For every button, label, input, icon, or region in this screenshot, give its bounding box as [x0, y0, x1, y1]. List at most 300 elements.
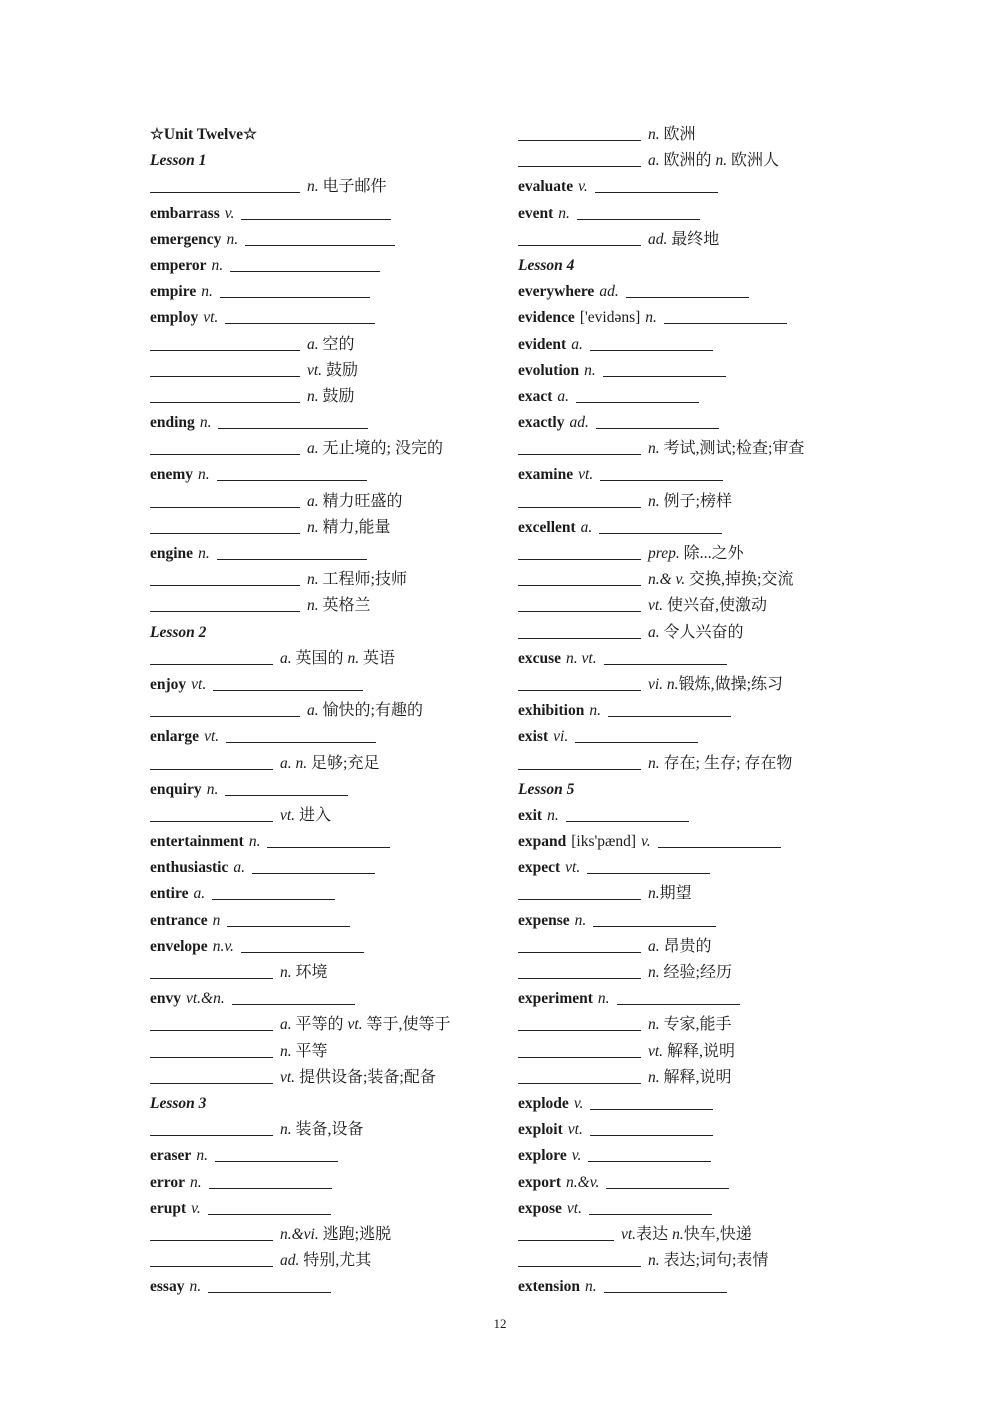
- vocab-word: enjoy: [150, 675, 187, 693]
- answer-blank: [267, 846, 390, 848]
- vocab-line: [518, 1170, 878, 1196]
- vocab-word: envelope: [150, 937, 208, 955]
- vocab-word: everywhere: [518, 283, 595, 301]
- vocab-word: exit: [518, 806, 543, 824]
- chinese-gloss: [307, 336, 355, 353]
- answer-blank: [606, 1187, 729, 1189]
- answer-blank: [617, 1003, 740, 1005]
- vocab-line: [150, 201, 510, 227]
- answer-blank: [658, 846, 781, 848]
- vocab-line: [150, 1039, 510, 1065]
- answer-blank: [603, 375, 726, 377]
- vocab-word: exist: [518, 728, 549, 746]
- answer-blank: [518, 584, 641, 586]
- answer-blank: [150, 453, 300, 455]
- vocab-line: [150, 227, 510, 253]
- part-of-speech: vt.: [307, 361, 326, 379]
- answer-blank: [150, 375, 300, 377]
- vocab-word: extension: [518, 1278, 580, 1296]
- part-of-speech: vt.: [578, 466, 594, 484]
- answer-blank: [245, 244, 395, 246]
- meaning-text: 经验;经历: [663, 964, 732, 981]
- part-of-speech: a.: [557, 387, 570, 405]
- answer-blank: [227, 925, 350, 927]
- answer-blank: [518, 506, 641, 508]
- answer-blank: [225, 322, 375, 324]
- vocab-line: [150, 646, 510, 672]
- part-of-speech: a.: [233, 859, 245, 877]
- vocab-line: [150, 698, 510, 724]
- meaning-text: 专家,能手: [663, 1016, 732, 1034]
- part-of-speech: a.: [280, 1016, 296, 1034]
- part-of-speech: n.: [189, 1278, 202, 1296]
- answer-blank: [150, 506, 300, 508]
- vocab-line: [518, 567, 878, 593]
- vocab-line: [150, 515, 510, 541]
- answer-blank: [518, 768, 641, 770]
- answer-blank: [518, 165, 641, 167]
- part-of-speech: vt.: [280, 1068, 299, 1086]
- part-of-speech: ad.: [599, 283, 619, 301]
- answer-blank: [150, 1056, 273, 1058]
- part-of-speech: prep.: [648, 545, 684, 562]
- vocab-word: emergency: [150, 230, 222, 248]
- chinese-gloss: [648, 1016, 732, 1033]
- meaning-text: 精力,能量: [322, 518, 391, 536]
- answer-blank: [518, 244, 641, 246]
- vocab-line: [518, 724, 878, 750]
- meaning-text: 平等的: [295, 1016, 348, 1034]
- vocab-word: exploit: [518, 1121, 563, 1139]
- answer-blank: [150, 768, 273, 770]
- part-of-speech: vt.: [648, 597, 667, 615]
- chinese-gloss: [280, 964, 328, 981]
- answer-blank: [599, 532, 722, 534]
- vocab-word: employ: [150, 309, 199, 327]
- part-of-speech: v.: [191, 1199, 201, 1217]
- meaning-text: 电子邮件: [322, 178, 387, 196]
- meaning-text: 等于,使等于: [366, 1016, 451, 1034]
- vocab-line: [518, 227, 878, 253]
- answer-blank: [587, 872, 710, 874]
- vocab-line: [518, 332, 878, 358]
- vocab-line: [518, 174, 878, 200]
- part-of-speech: n.&vi.: [280, 1225, 323, 1243]
- unit-title: ☆Unit Twelve☆: [150, 126, 257, 143]
- part-of-speech: n.: [307, 571, 323, 589]
- meaning-text: 表达;词句;表情: [663, 1252, 769, 1270]
- answer-blank: [518, 898, 641, 900]
- part-of-speech: n.: [190, 1173, 202, 1191]
- chinese-gloss: [648, 571, 794, 588]
- answer-blank: [604, 663, 727, 665]
- vocab-word: explode: [518, 1094, 569, 1112]
- part-of-speech: n.: [648, 126, 664, 143]
- vocab-line: [518, 541, 878, 567]
- part-of-speech: n.: [585, 1278, 597, 1296]
- chinese-gloss: [280, 650, 395, 667]
- vocab-word: eraser: [150, 1147, 192, 1165]
- vocab-line: [150, 567, 510, 593]
- part-of-speech: n.: [280, 964, 296, 981]
- answer-blank: [518, 951, 641, 953]
- answer-blank: [518, 689, 641, 691]
- chinese-gloss: [280, 1252, 371, 1269]
- vocab-line: [518, 1091, 878, 1117]
- chinese-gloss: [280, 807, 331, 824]
- part-of-speech: vt.: [566, 1199, 582, 1217]
- vocab-line: [150, 384, 510, 410]
- answer-blank: [595, 191, 718, 193]
- part-of-speech: n.: [198, 545, 210, 562]
- meaning-text: 无止境的; 没完的: [322, 440, 443, 458]
- meaning-text: 空的: [322, 335, 355, 353]
- part-of-speech: a.: [571, 335, 583, 353]
- vocab-word: experiment: [518, 990, 593, 1008]
- chinese-gloss: [280, 1043, 328, 1060]
- answer-blank: [150, 584, 300, 586]
- answer-blank: [575, 741, 698, 743]
- chinese-gloss: [307, 702, 423, 719]
- part-of-speech: n. vt.: [566, 649, 597, 667]
- chinese-gloss: [648, 676, 783, 693]
- vocab-line: [150, 1196, 510, 1222]
- vocab-line: [518, 279, 878, 305]
- answer-blank: [596, 427, 719, 429]
- lesson-heading: Lesson 2: [150, 623, 207, 641]
- chinese-gloss: [648, 126, 696, 143]
- vocab-word: error: [150, 1173, 185, 1191]
- chinese-gloss: [648, 755, 792, 772]
- chinese-gloss: [307, 493, 403, 510]
- part-of-speech: n.: [307, 518, 323, 536]
- answer-blank: [518, 558, 641, 560]
- vocab-line: [518, 986, 878, 1012]
- part-of-speech: n.: [547, 806, 559, 824]
- meaning-text: 环境: [295, 964, 328, 981]
- vocab-line: [518, 908, 878, 934]
- vocab-word: envy: [150, 990, 181, 1008]
- chinese-gloss: [621, 1226, 752, 1243]
- vocab-line: [150, 1065, 510, 1091]
- meaning-text: 特别,尤其: [303, 1252, 372, 1270]
- chinese-gloss: [648, 597, 767, 614]
- chinese-gloss: [280, 1121, 364, 1138]
- vocab-word: engine: [150, 545, 194, 562]
- answer-blank: [217, 479, 367, 481]
- answer-blank: [518, 1082, 641, 1084]
- answer-blank: [150, 715, 300, 717]
- answer-blank: [576, 401, 699, 403]
- part-of-speech: a.: [193, 885, 206, 903]
- answer-blank: [150, 1029, 273, 1031]
- part-of-speech: n.: [558, 204, 570, 222]
- meaning-text: 提供设备;装备;配备: [298, 1068, 436, 1086]
- meaning-text: 英格兰: [322, 597, 371, 615]
- vocab-line: [518, 305, 878, 331]
- meaning-text: 欧洲人: [731, 152, 780, 170]
- part-of-speech: vt.: [203, 309, 219, 327]
- part-of-speech: a.: [307, 702, 323, 720]
- part-of-speech: vi. n.: [648, 675, 679, 693]
- answer-blank: [150, 401, 300, 403]
- meaning-text: 工程师;技师: [322, 571, 407, 589]
- part-of-speech: a. n.: [280, 754, 311, 772]
- meaning-text: 考试,测试;检查;审查: [663, 440, 805, 458]
- meaning-text: 逃跑;逃脱: [322, 1225, 392, 1243]
- chinese-gloss: [648, 938, 712, 955]
- phonetic: ['evidəns]: [579, 309, 641, 327]
- answer-blank: [225, 794, 348, 796]
- meaning-text: 鼓励: [325, 361, 358, 379]
- part-of-speech: vt.: [280, 806, 299, 824]
- answer-blank: [593, 925, 716, 927]
- part-of-speech: v.: [641, 833, 651, 851]
- vocab-line: [150, 934, 510, 960]
- answer-blank: [590, 349, 713, 351]
- vocab-line: [150, 1248, 510, 1274]
- part-of-speech: vt.: [347, 1016, 367, 1034]
- part-of-speech: v.: [573, 1094, 584, 1112]
- answer-blank: [588, 1160, 711, 1162]
- answer-blank: [150, 610, 300, 612]
- part-of-speech: n.: [672, 1225, 684, 1243]
- vocab-line: [150, 593, 510, 619]
- vocab-line: [518, 122, 878, 148]
- answer-blank: [626, 296, 749, 298]
- answer-blank: [150, 1239, 273, 1241]
- meaning-text: 解释,说明: [666, 1042, 735, 1060]
- part-of-speech: a.: [648, 623, 664, 641]
- vocab-line: [518, 1065, 878, 1091]
- vocab-word: expose: [518, 1199, 562, 1217]
- chinese-gloss: [648, 964, 732, 981]
- chinese-gloss: [307, 571, 407, 588]
- vocab-line: [150, 1143, 510, 1169]
- vocab-line: [518, 1012, 878, 1038]
- part-of-speech: a.: [280, 649, 296, 667]
- vocab-word: explore: [518, 1147, 567, 1165]
- vocab-line: [150, 541, 510, 567]
- vocab-word: enquiry: [150, 780, 202, 798]
- chinese-gloss: [648, 152, 779, 169]
- part-of-speech: ad.: [569, 414, 589, 432]
- left-column: [150, 122, 510, 1300]
- lesson-heading: Lesson 3: [150, 1094, 207, 1112]
- vocab-line: [518, 1143, 878, 1169]
- part-of-speech: n.: [574, 911, 587, 929]
- part-of-speech: n.: [226, 230, 239, 248]
- vocab-word: event: [518, 204, 554, 222]
- vocab-line: [518, 462, 878, 488]
- vocab-line: [150, 279, 510, 305]
- chinese-gloss: [280, 1016, 450, 1033]
- part-of-speech: n.: [307, 387, 323, 405]
- vocab-line: [518, 1196, 878, 1222]
- part-of-speech: a.: [648, 152, 664, 170]
- answer-blank: [150, 1134, 273, 1136]
- answer-blank: [150, 663, 273, 665]
- answer-blank: [566, 820, 689, 822]
- answer-blank: [213, 689, 363, 691]
- vocab-line: [150, 829, 510, 855]
- part-of-speech: vt.: [567, 1121, 583, 1139]
- part-of-speech: n.&v.: [566, 1173, 600, 1191]
- vocab-line: [150, 1170, 510, 1196]
- answer-blank: [209, 1187, 332, 1189]
- vocab-word: enemy: [150, 466, 194, 484]
- meaning-text: 鼓励: [322, 387, 355, 405]
- meaning-text: 平等: [295, 1042, 328, 1060]
- chinese-gloss: [280, 1226, 391, 1243]
- answer-blank: [608, 715, 731, 717]
- lesson-heading: Lesson 1: [150, 152, 207, 170]
- part-of-speech: n.: [589, 702, 601, 720]
- vocab-line: [518, 201, 878, 227]
- part-of-speech: n.: [648, 964, 664, 981]
- vocab-line: [518, 148, 878, 174]
- part-of-speech: n.: [211, 256, 224, 274]
- vocab-word: evidence: [518, 309, 575, 327]
- chinese-gloss: [648, 231, 719, 248]
- vocab-word: expand: [518, 833, 567, 851]
- answer-blank: [589, 1213, 712, 1215]
- meaning-text: 精力旺盛的: [322, 492, 403, 510]
- page-number: 12: [493, 1316, 507, 1331]
- answer-blank: [518, 1265, 641, 1267]
- part-of-speech: vt.&n.: [186, 990, 225, 1008]
- vocab-line: [518, 436, 878, 462]
- answer-blank: [218, 427, 368, 429]
- vocab-line: [150, 410, 510, 436]
- vocab-line: [518, 751, 878, 777]
- chinese-gloss: [307, 519, 391, 536]
- part-of-speech: vt.: [648, 1042, 667, 1060]
- vocab-line: [518, 1274, 878, 1300]
- answer-blank: [518, 637, 641, 639]
- chinese-gloss: [648, 885, 692, 902]
- part-of-speech: a.: [580, 518, 593, 536]
- part-of-speech: n.v.: [212, 937, 234, 955]
- part-of-speech: n.: [280, 1121, 296, 1139]
- vocab-word: entire: [150, 885, 189, 903]
- part-of-speech: n.: [280, 1042, 296, 1060]
- answer-blank: [150, 349, 300, 351]
- vocab-word: exact: [518, 387, 553, 405]
- answer-blank: [518, 1029, 641, 1031]
- vocab-word: emperor: [150, 256, 207, 274]
- meaning-text: 进入: [298, 806, 331, 824]
- vocab-word: excuse: [518, 649, 562, 667]
- chinese-gloss: [307, 440, 443, 457]
- vocab-word: evolution: [518, 361, 580, 379]
- answer-blank: [150, 820, 273, 822]
- answer-blank: [226, 741, 376, 743]
- vocab-line: [150, 724, 510, 750]
- part-of-speech: vt.: [565, 859, 581, 877]
- vocab-word: erupt: [150, 1199, 187, 1217]
- part-of-speech: n.: [648, 1252, 664, 1270]
- answer-blank: [518, 139, 641, 141]
- part-of-speech: vi.: [553, 728, 569, 746]
- vocab-line: [518, 620, 878, 646]
- chinese-gloss: [648, 1069, 732, 1086]
- vocab-line: [150, 751, 510, 777]
- part-of-speech: vt.: [191, 675, 207, 693]
- vocab-line: [518, 855, 878, 881]
- vocab-line: [150, 436, 510, 462]
- meaning-text: 例子;榜样: [663, 492, 732, 510]
- vocab-line: [150, 881, 510, 907]
- vocab-word: export: [518, 1173, 562, 1191]
- chinese-gloss: [648, 624, 744, 641]
- part-of-speech: n.: [648, 754, 664, 772]
- chinese-gloss: [648, 440, 804, 457]
- part-of-speech: n.: [597, 990, 610, 1008]
- answer-blank: [590, 1108, 713, 1110]
- vocab-word: examine: [518, 466, 574, 484]
- part-of-speech: n.: [648, 885, 660, 903]
- part-of-speech: n.: [199, 414, 212, 432]
- meaning-text: 解释,说明: [663, 1068, 732, 1086]
- chinese-gloss: [307, 178, 387, 195]
- vocab-word: exhibition: [518, 702, 585, 720]
- vocab-line: [150, 1012, 510, 1038]
- vocab-line: [150, 1274, 510, 1300]
- part-of-speech: n.: [648, 1016, 664, 1034]
- vocab-line: [150, 777, 510, 803]
- meaning-text: 欧洲: [663, 126, 696, 143]
- meaning-text: 锻炼,做操;练习: [678, 675, 784, 693]
- part-of-speech: n.: [648, 492, 664, 510]
- part-of-speech: ad.: [280, 1252, 304, 1270]
- vocab-line: [518, 410, 878, 436]
- vocab-line: [150, 1222, 510, 1248]
- answer-blank: [518, 453, 641, 455]
- part-of-speech: n.& v.: [648, 571, 690, 589]
- chinese-gloss: [307, 362, 358, 379]
- part-of-speech: ad.: [648, 230, 672, 248]
- meaning-text: 英语: [363, 649, 396, 667]
- chinese-gloss: [307, 597, 371, 614]
- vocab-word: ending: [150, 414, 195, 432]
- meaning-text: 愉快的;有趣的: [322, 702, 423, 720]
- answer-blank: [252, 872, 375, 874]
- answer-blank: [208, 1213, 331, 1215]
- answer-blank: [215, 1160, 338, 1162]
- vocab-line: [518, 1117, 878, 1143]
- answer-blank: [220, 296, 370, 298]
- vocab-line: [150, 803, 510, 829]
- meaning-text: 期望: [659, 885, 692, 903]
- answer-blank: [208, 1291, 331, 1293]
- part-of-speech: v.: [224, 204, 235, 222]
- answer-blank: [241, 218, 391, 220]
- vocab-line: [150, 855, 510, 881]
- vocab-line: [518, 1222, 878, 1248]
- answer-blank: [212, 898, 335, 900]
- vocab-line: [150, 253, 510, 279]
- vocab-line: [150, 358, 510, 384]
- part-of-speech: n.: [248, 833, 261, 851]
- vocab-line: [518, 829, 878, 855]
- vocab-line: [518, 672, 878, 698]
- vocab-line: [150, 986, 510, 1012]
- vocab-line: [150, 908, 510, 934]
- chinese-gloss: [648, 1043, 735, 1060]
- part-of-speech: n.: [584, 361, 596, 379]
- vocab-word: enlarge: [150, 728, 200, 746]
